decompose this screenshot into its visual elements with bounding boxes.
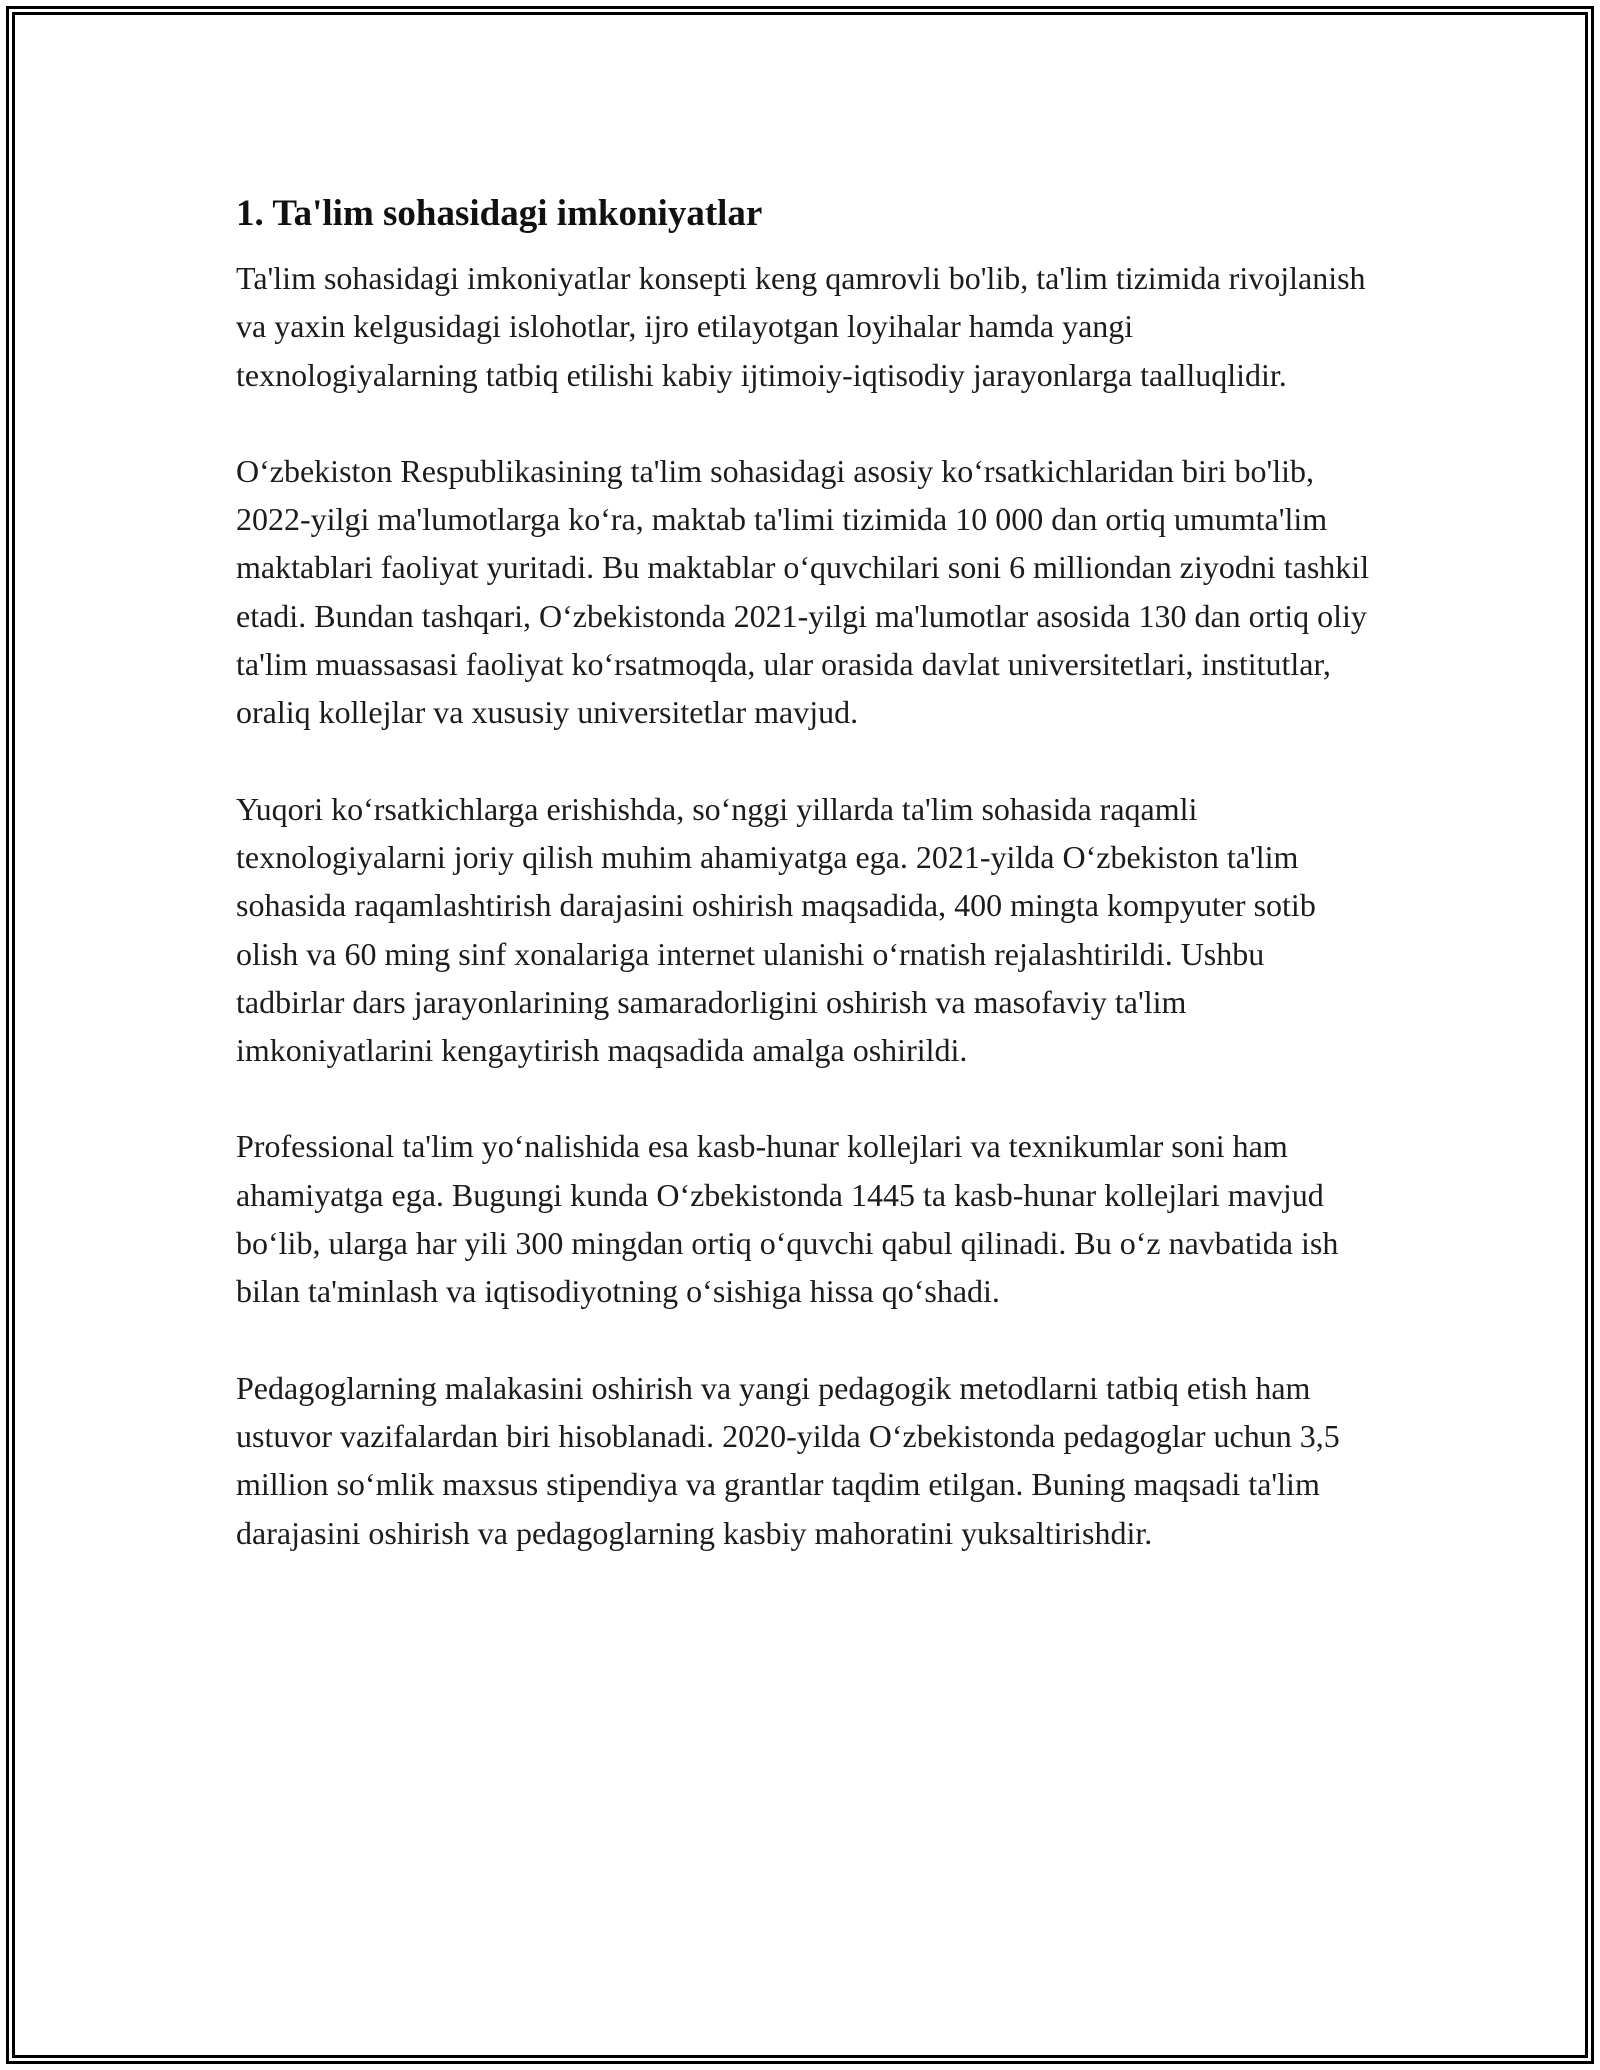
document-body: [236, 188, 1376, 1557]
paragraph-professional-education: Professional ta'lim yo‘nalishida esa kasb-hunar kollejlari va texnikumlar soni ham ahamiyatga ega. Bugungi kunda O‘zbekistonda 1445 ta kasb-hunar kollejlari mavjud bo‘lib, ularga har yili 300 mingdan ortiq o‘quvchi qabul qilinadi. Bu o‘z navbatida ish bilan ta'minlash va iqtisodiyotning o‘sishiga hissa qo‘shadi.: [236, 1128, 1339, 1310]
paragraph-school-statistics: O‘zbekiston Respublikasining ta'lim sohasidagi asosiy ko‘rsatkichlaridan biri bo'lib, 2022-yilgi ma'lumotlarga ko‘ra, maktab ta'limi tizimida 10 000 dan ortiq umumta'lim maktablari faoliyat yuritadi. Bu maktablar o‘quvchilari soni 6 milliondan ziyodni tashkil etadi. Bundan tashqari, O‘zbekistonda 2021-yilgi ma'lumotlar asosida 130 dan ortiq oliy ta'lim muassasasi faoliyat ko‘rsatmoqda, ular orasida davlat universitetlari, institutlar, oraliq kollejlar va xususiy universitetlar mavjud.: [236, 452, 1370, 731]
paragraph-teacher-training: Pedagoglarning malakasini oshirish va yangi pedagogik metodlarni tatbiq etish ham ustuvor vazifalardan biri hisoblanadi. 2020-yilda O‘zbekistonda pedagoglar uchun 3,5 million so‘mlik maxsus stipendiya va grantlar taqdim etilgan. Buning maqsadi ta'lim darajasini oshirish va pedagoglarning kasbiy mahoratini yuksaltirishdir.: [236, 1369, 1340, 1551]
paragraph-digital-technologies: Yuqori ko‘rsatkichlarga erishishda, so‘nggi yillarda ta'lim sohasida raqamli texnologiyalarni joriy qilish muhim ahamiyatga ega. 2021-yilda O‘zbekiston ta'lim sohasida raqamlashtirish darajasini oshirish maqsadida, 400 mingta kompyuter sotib olish va 60 ming sinf xonalariga internet ulanishi o‘rnatish rejalashtirildi. Ushbu tadbirlar dars jarayonlarining samaradorligini oshirish va masofaviy ta'lim imkoniyatlarini kengaytirish maqsadida amalga oshirildi.: [236, 790, 1316, 1069]
paragraph-intro: Ta'lim sohasidagi imkoniyatlar konsepti keng qamrovli bo'lib, ta'lim tizimida rivojlanish va yaxin kelgusidagi islohotlar, ijro etilayotgan loyihalar hamda yangi texnologiyalarning tatbiq etilishi kabiy ijtimoiy-iqtisodiy jarayonlarga taalluqlidir.: [236, 260, 1366, 393]
section-heading: 1. Ta'lim sohasidagi imkoniyatlar: [236, 193, 763, 234]
